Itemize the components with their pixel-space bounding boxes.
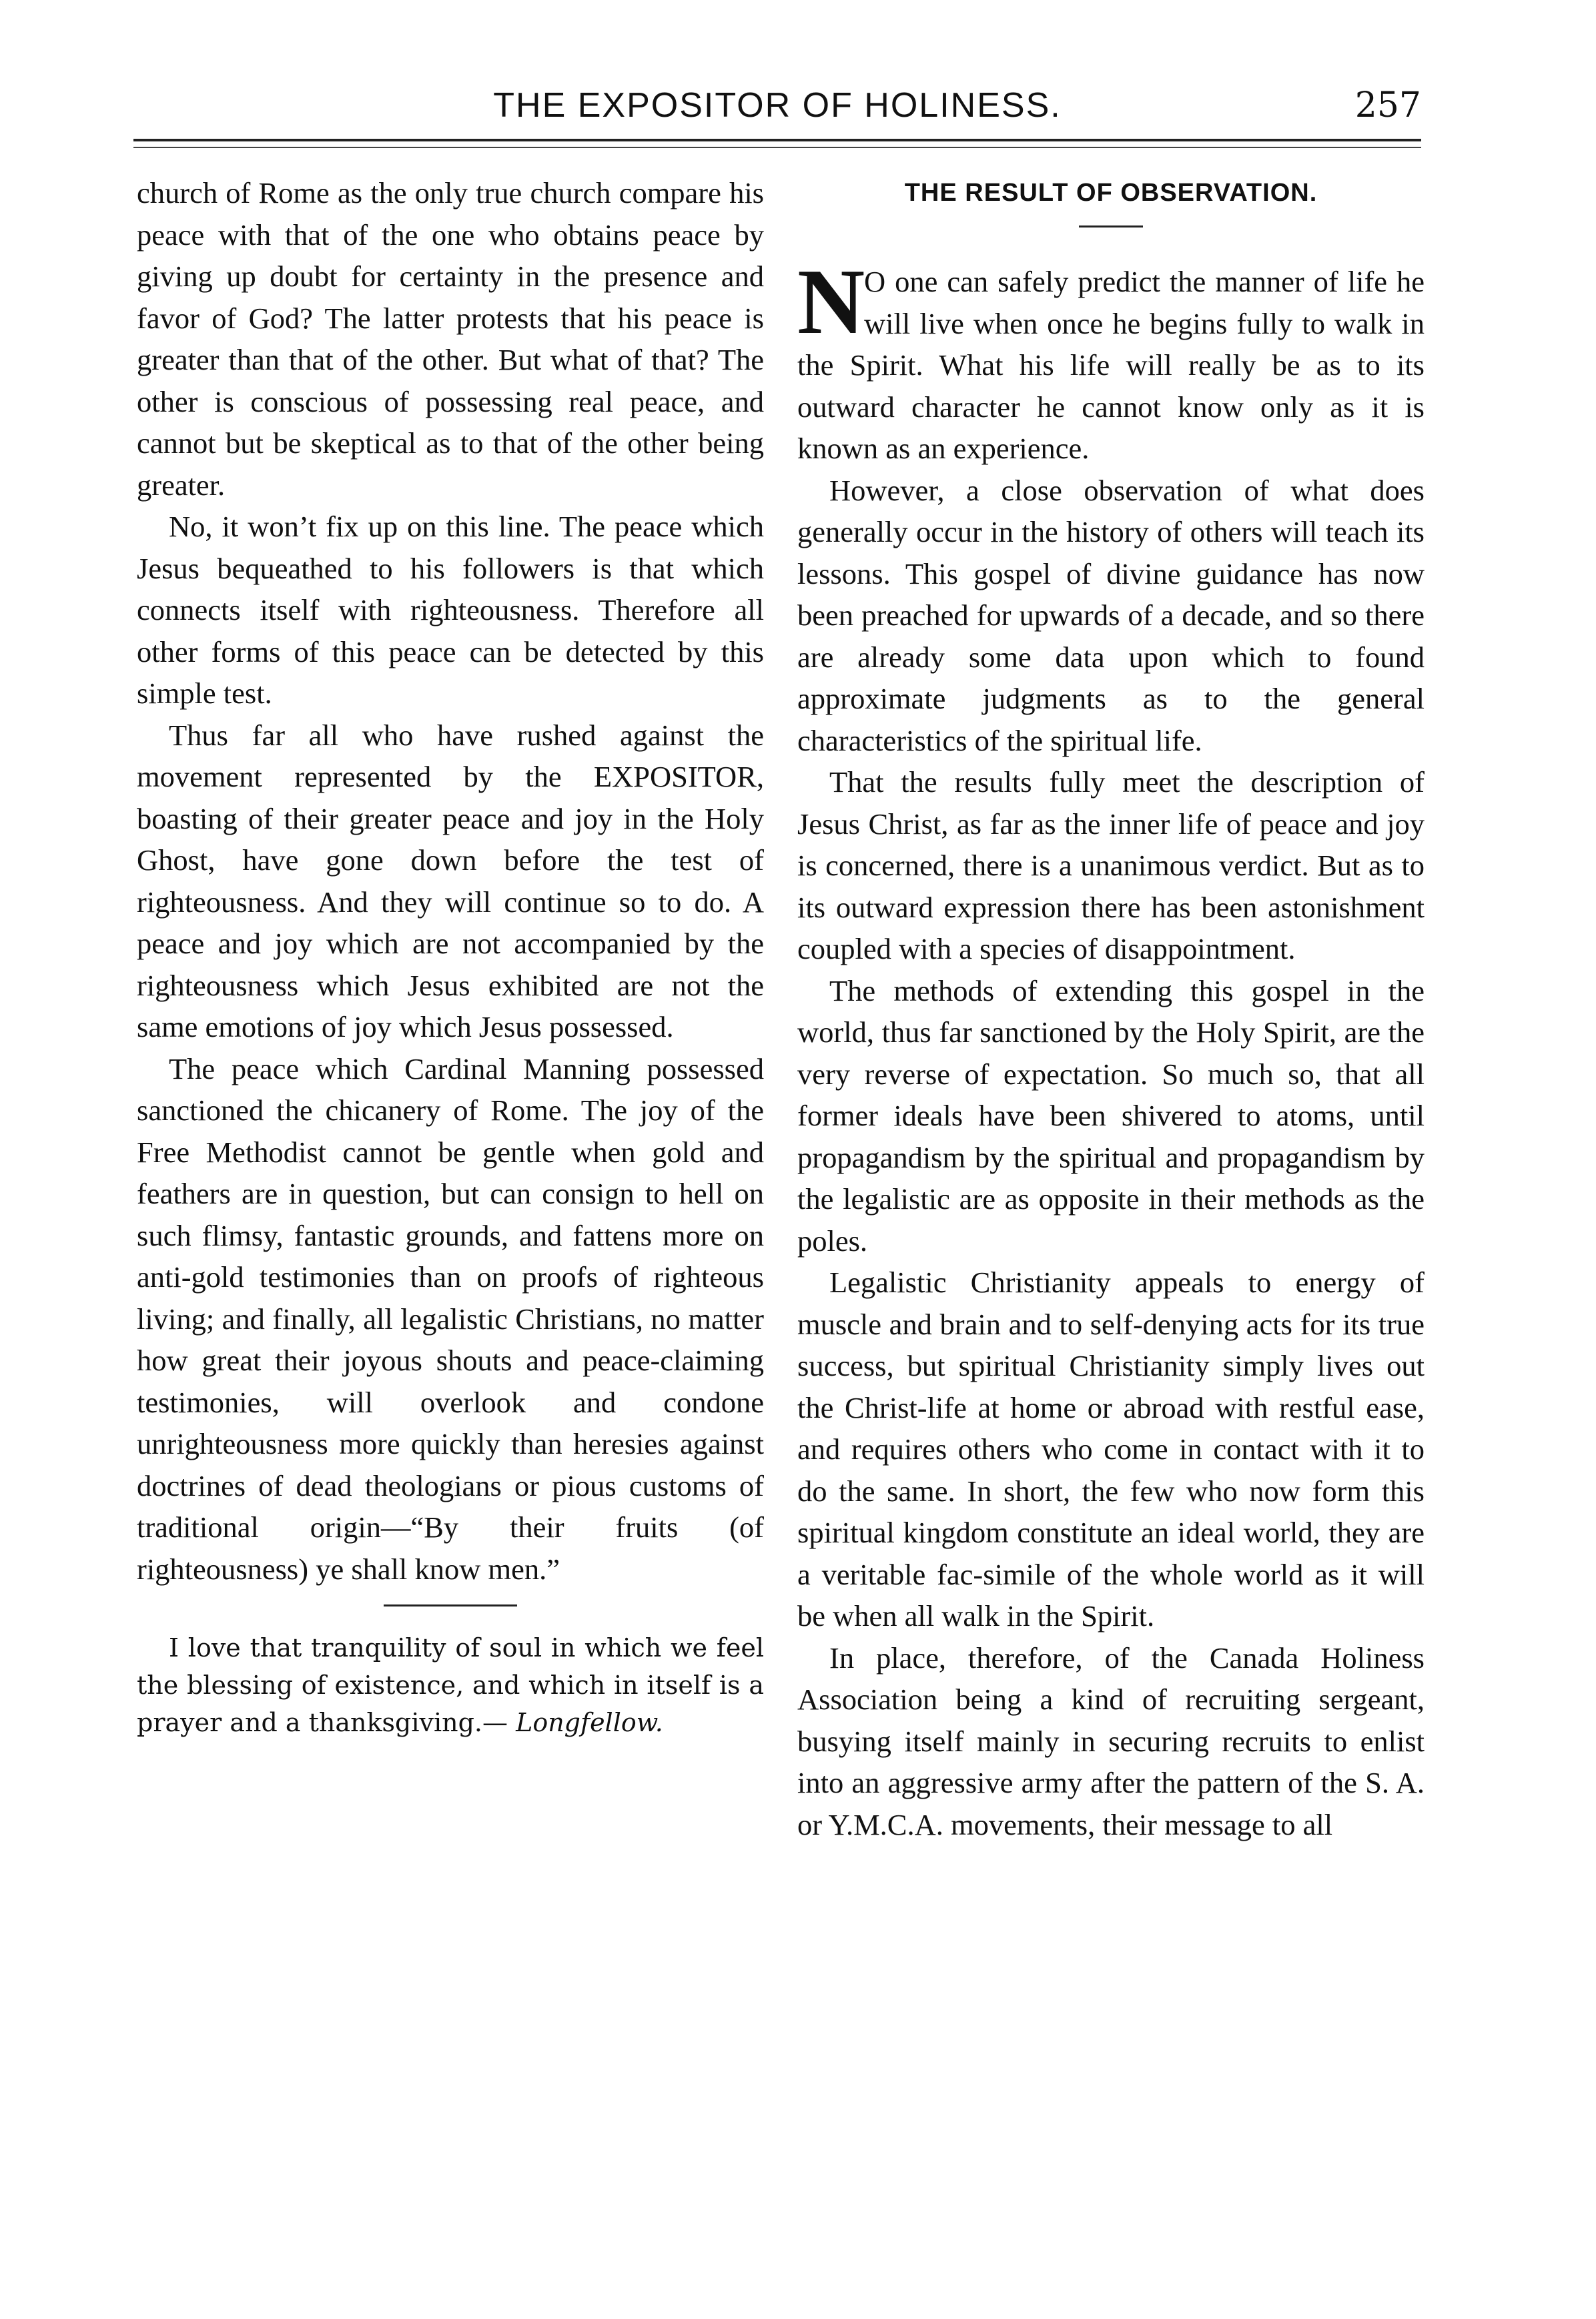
paragraph: church of Rome as the only true church compare his peace with that of the one who obtains peace by giving up doubt for certainty in the presence and favor of God? The latter protests that his peace is greater than that of the other. But what of that? The other is conscious of possessing real peace, and cannot but be skeptical as to that of the other being greater. <box>137 176 764 502</box>
quote-text: I love that tranquility of soul in which we feel the blessing of existence, and which in itself is a prayer and a thanksgiving.— <box>137 1633 764 1737</box>
section-divider <box>384 1604 517 1606</box>
opening-paragraph <box>797 250 1425 470</box>
paragraph: Thus far all who have rushed against the movement represented by the EXPOSITOR, boasting of their greater peace and joy in the Holy Ghost, have gone down before the test of righteousness. And they will continue so to do. A peace and joy which are not accompanied by the righteousness which Jesus exhibited are not the same emotions of joy which Jesus possessed. <box>137 718 764 1043</box>
paragraph: However, a close observation of what does generally occur in the history of others will teach its lessons. This gospel of divine guidance has now been preached for upwards of a decade, and so there are already some data upon which to found approximate judgments as to the general characteristics of the spiritual life. <box>797 473 1425 757</box>
paragraph: Legalistic Christianity appeals to energy of muscle and brain and to self-denying acts for its true success, but spiritual Christianity simply lives out the Christ-life at home or abroad with restful ease, and requires others who come in contact with it to do the same. In short, the few who now form this spiritual kingdom constitute an ideal world, they are a veritable fac-simile of the whole world as it will be when all walk in the Spirit. <box>797 1266 1425 1633</box>
paragraph: The methods of extending this gospel in the world, thus far sanctioned by the Holy Spirit, are the very reverse of expectation. So much so, that all former ideals have been shivered to atoms, until propagandism by the spiritual and propagandism by the legalistic are as opposite in their methods as the poles. <box>797 973 1425 1258</box>
paragraph: That the results fully meet the description of Jesus Christ, as far as the inner life of peace and joy is concerned, there is a unanimous verdict. But as to its outward expression there has been astonishment coupled with a species of disappointment. <box>797 765 1425 965</box>
longfellow-quote <box>137 1629 764 1741</box>
left-column <box>137 172 764 1741</box>
article-heading: THE RESULT OF OBSERVATION. <box>904 179 1318 207</box>
quote-author: Longfellow. <box>516 1708 663 1737</box>
right-column <box>797 172 1425 1845</box>
page-number: 257 <box>1354 85 1421 125</box>
drop-cap: N <box>797 250 865 354</box>
paragraph: The peace which Cardinal Manning possessed sanctioned the chicanery of Rome. The joy of the Free Methodist cannot be gentle when gold and feathers are in question, but can consign to hell on such flimsy, fantastic grounds, and fattens more on anti-gold testimonies than on proofs of righteous living; and finally, all legalistic Christians, no matter how great their joyous shouts and peace-claiming testimonies, will overlook and condone unrighteousness more quickly than heresies against doctrines of dead theologians or pious customs of traditional origin—“By their fruits (of righteousness) ye shall know men.” <box>137 1051 764 1586</box>
heading-divider <box>1079 225 1143 227</box>
header-rule <box>133 139 1421 141</box>
paragraph: No, it won’t fix up on this line. The peace which Jesus bequeathed to his followers is that which connects itself with righteousness. Therefore all other forms of this peace can be detected by this simple test. <box>137 510 764 710</box>
opening-text: O one can safely predict the manner of life he will live when once he begins fully to walk in the Spirit. What his life will really be as to its outward character he cannot know only as it is known as an experience. <box>797 265 1425 465</box>
paragraph: In place, therefore, of the Canada Holiness Association being a kind of recruiting sergeant, busying itself mainly in securing recruits to enlist into an aggressive army after the pattern of the S. A. or Y.M.C.A. movements, their message to all <box>797 1641 1425 1841</box>
header-rule-thin <box>133 147 1421 148</box>
journal-title: THE EXPOSITOR OF HOLINESS. <box>493 86 1062 125</box>
running-header <box>133 79 1421 132</box>
